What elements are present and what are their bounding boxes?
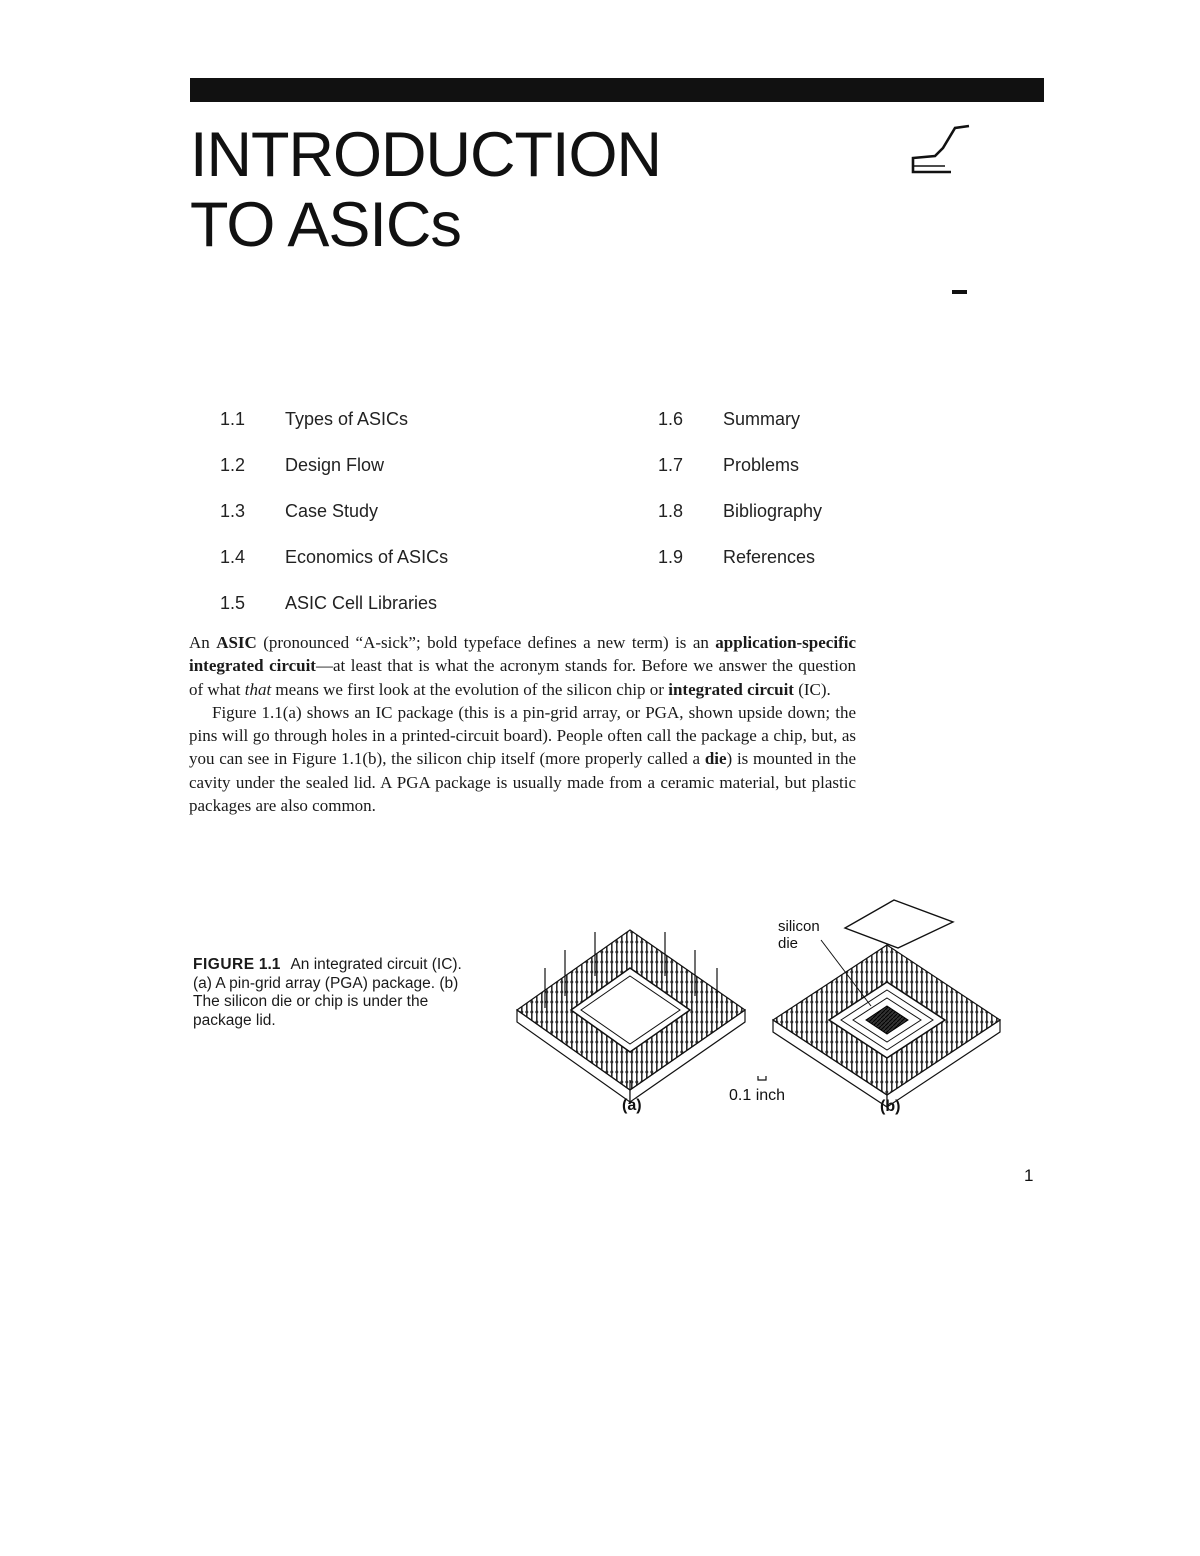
chapter-mark-icon (905, 122, 975, 182)
text-run: ) is mounted in the cavity under the sealed lid. A PGA package is usually made from a ceramic material, but plastic packages are also common. (189, 749, 857, 816)
toc-item-number: 1.6 (658, 409, 684, 429)
toc-item-number: 1.7 (658, 455, 684, 475)
panel-b-label: (b) (880, 1098, 901, 1115)
toc-item-number: 1.5 (220, 593, 246, 613)
paragraph-package (189, 701, 856, 817)
toc-item-label: Design Flow (285, 455, 385, 475)
panel-a-label: (a) (622, 1097, 642, 1114)
text-run: —at least that is what the acronym stands for. Before we answer the question of what (189, 656, 856, 699)
text-run: Figure 1.1(a) shows an IC package (this is a pin-grid array, or PGA, shown upside down; the pins will go through holes in a printed-circuit board). People often call the package a chip, but, as you can see in Figure 1.1(b), the silicon chip itself (more properly called a (189, 702, 856, 769)
margin-dash (952, 290, 967, 294)
toc-item-label: Bibliography (723, 501, 823, 521)
figure-number: 1.1 (258, 956, 281, 973)
toc-item-label: ASIC Cell Libraries (285, 593, 438, 613)
package-a-drawing (517, 930, 745, 1102)
paragraph-intro (189, 631, 856, 701)
annotation-die: die (778, 935, 799, 952)
body-text (189, 631, 856, 817)
text-run: (pronounced “A-sick”; bold typeface defines a new term) is an (256, 633, 716, 652)
pga-package-illustration (505, 890, 1005, 1120)
toc-item-number: 1.9 (658, 547, 684, 567)
annotation-silicon: silicon (778, 918, 820, 935)
scale-label: 0.1 inch (729, 1087, 786, 1104)
toc-item-number: 1.2 (220, 455, 246, 475)
text-run: An (189, 633, 217, 652)
figure-label: FIGURE (193, 956, 255, 973)
toc-item-number: 1.8 (658, 501, 684, 521)
toc-item-label: Summary (723, 409, 801, 429)
defined-term: die (704, 749, 727, 769)
emphasis: that (244, 679, 272, 699)
defined-term: application-specific integrated circuit (189, 633, 856, 676)
toc-item-label: References (723, 547, 816, 567)
chapter-top-rule (190, 78, 1044, 102)
toc-item-label: Economics of ASICs (285, 547, 449, 567)
chapter-title-line-1: INTRODUCTION (190, 120, 661, 190)
figure-caption (193, 956, 478, 1030)
toc-item-number: 1.3 (220, 501, 246, 521)
text-run: means we first look at the evolution of the silicon chip or (271, 679, 669, 699)
toc-item-label: Problems (723, 455, 800, 475)
toc-item-number: 1.1 (220, 409, 246, 429)
figure-caption-text: An integrated circuit (IC). (a) A pin-grid array (PGA) package. (b) The silicon die or chip is under the package lid. (193, 956, 462, 1029)
defined-term: integrated circuit (668, 679, 794, 699)
chapter-contents (220, 406, 860, 636)
toc-item-label: Types of ASICs (285, 409, 409, 429)
text-run: (IC). (793, 679, 831, 699)
scale-bar (758, 1076, 766, 1080)
toc-item-label: Case Study (285, 501, 379, 521)
toc-item-number: 1.4 (220, 547, 246, 567)
page-number: 1 (1024, 1166, 1034, 1185)
chapter-title-line-2: TO ASICs (190, 190, 461, 260)
defined-term: ASIC (216, 633, 257, 652)
chapter-title (190, 120, 661, 260)
